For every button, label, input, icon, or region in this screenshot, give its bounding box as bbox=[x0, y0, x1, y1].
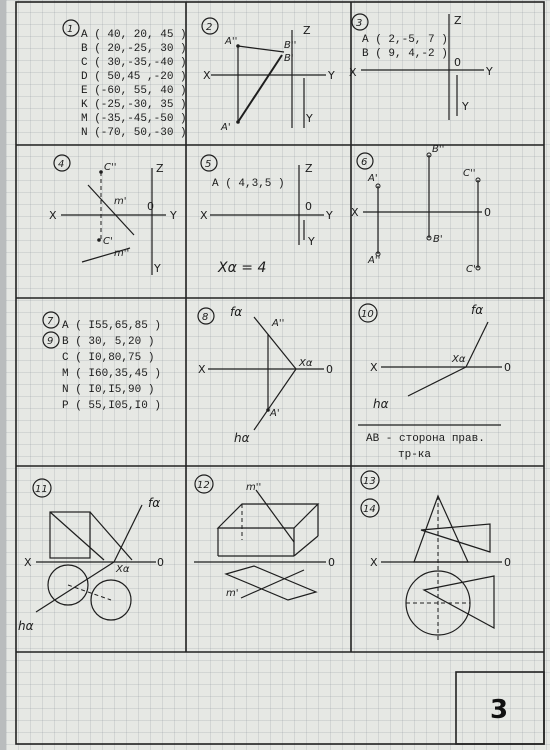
note-line-1: AB - сторона прав. bbox=[366, 433, 485, 445]
coord-row: C ( 30,-35,-40 ) bbox=[81, 57, 187, 69]
coord-row: C ( I0,80,75 ) bbox=[62, 352, 155, 364]
origin: 0 bbox=[305, 200, 312, 213]
label-c1: C' bbox=[466, 264, 476, 275]
axis-y2: Y bbox=[308, 235, 315, 248]
axis-z: Z bbox=[303, 24, 311, 37]
label-x-alpha: Xα bbox=[452, 354, 466, 365]
cell-1 bbox=[63, 20, 187, 139]
axis-x: X bbox=[198, 363, 206, 376]
cell-3 bbox=[349, 14, 493, 120]
label-c2: C'' bbox=[104, 162, 117, 173]
coord-row: A ( 4,3,5 ) bbox=[212, 178, 285, 190]
coord-row: M (-35,-45,-50 ) bbox=[81, 113, 187, 125]
label-m1: m' bbox=[114, 196, 127, 207]
coord-row-b: B ( 9, 4,-2 ) bbox=[362, 48, 448, 60]
axis-x: X bbox=[24, 556, 32, 569]
coord-row: N ( I0,I5,90 ) bbox=[62, 384, 155, 396]
cell-2 bbox=[202, 18, 335, 133]
label-m2: m'' bbox=[246, 482, 262, 493]
cell-number: 13 bbox=[363, 476, 376, 487]
origin: 0 bbox=[157, 556, 164, 569]
label-x-alpha: Xα bbox=[116, 564, 130, 575]
label-c1: C' bbox=[103, 236, 113, 247]
label-f-alpha: fα bbox=[471, 303, 484, 317]
cell-number: 1 bbox=[67, 24, 74, 35]
label-c2: C'' bbox=[463, 168, 476, 179]
axis-x: X bbox=[203, 69, 211, 82]
origin: 0 bbox=[326, 363, 333, 376]
cell-number: 6 bbox=[361, 157, 368, 168]
cell-12 bbox=[194, 475, 335, 600]
origin: 0 bbox=[454, 56, 461, 69]
coord-row: P ( 55,I05,I0 ) bbox=[62, 400, 162, 412]
x-alpha-note: Xα = 4 bbox=[218, 260, 267, 276]
cell-number: 14 bbox=[363, 504, 376, 515]
coord-row-a: A ( 2,-5, 7 ) bbox=[362, 34, 448, 46]
coord-row: A ( 40, 20, 45 ) bbox=[81, 29, 187, 41]
cell-13 bbox=[361, 471, 511, 640]
axis-x: X bbox=[200, 209, 208, 222]
origin: 0 bbox=[484, 206, 491, 219]
label-a2: A'' bbox=[225, 36, 238, 47]
cell-5 bbox=[200, 155, 333, 276]
axis-y: Y bbox=[486, 65, 493, 78]
label-h-alpha: hα bbox=[18, 619, 34, 633]
axis-y2: Y bbox=[306, 112, 313, 125]
worksheet-drawing bbox=[6, 0, 550, 750]
label-h-alpha: hα bbox=[234, 431, 250, 445]
axis-z: Z bbox=[156, 162, 164, 175]
label-x-alpha: Xα bbox=[299, 358, 313, 369]
label-b2: B'' bbox=[432, 144, 445, 155]
cell-number: 2 bbox=[206, 22, 213, 33]
axis-z: Z bbox=[305, 162, 313, 175]
label-a2: A'' bbox=[368, 255, 381, 266]
label-m1: m' bbox=[226, 588, 239, 599]
coord-row: A ( I55,65,85 ) bbox=[62, 320, 162, 332]
coord-row: N (-70, 50,-30 ) bbox=[81, 127, 187, 139]
sheet-number: 3 bbox=[490, 695, 509, 725]
cell-number: 12 bbox=[197, 480, 210, 491]
axis-x: X bbox=[351, 206, 359, 219]
coord-row: B ( 20,-25, 30 ) bbox=[81, 43, 187, 55]
trace-h bbox=[254, 369, 296, 430]
trace-f bbox=[466, 322, 488, 367]
cell-number: 5 bbox=[205, 159, 212, 170]
segment-ab bbox=[238, 55, 282, 122]
cell-7 bbox=[43, 312, 161, 412]
segment-ab-front bbox=[238, 46, 284, 52]
cell-number: 10 bbox=[361, 309, 374, 320]
coord-row: E (-60, 55, 40 ) bbox=[81, 85, 187, 97]
label-f-alpha: fα bbox=[148, 496, 161, 510]
cell-number: 4 bbox=[58, 159, 65, 170]
axis-y: Y bbox=[328, 69, 335, 82]
worksheet-page bbox=[6, 0, 550, 750]
cell-11 bbox=[18, 479, 164, 633]
cell-number: 3 bbox=[356, 18, 363, 29]
line-m-front bbox=[88, 185, 134, 235]
label-b1: B' bbox=[284, 53, 294, 64]
cell-10 bbox=[358, 303, 511, 461]
axis-y: Y bbox=[326, 209, 333, 222]
label-a1: A' bbox=[368, 173, 378, 184]
axis-y: Y bbox=[170, 209, 177, 222]
label-b1: B' bbox=[433, 234, 443, 245]
coord-row: B ( 30, 5,20 ) bbox=[62, 336, 155, 348]
coordinate-list bbox=[81, 29, 187, 139]
label-b2: B'' bbox=[284, 40, 297, 51]
cell-8 bbox=[198, 305, 333, 445]
cell-number: 8 bbox=[202, 312, 209, 323]
coord-row: M ( I60,35,45 ) bbox=[62, 368, 162, 380]
origin: 0 bbox=[147, 200, 154, 213]
cell-6 bbox=[351, 144, 491, 275]
origin: 0 bbox=[328, 556, 335, 569]
cell-number: 9 bbox=[47, 336, 54, 347]
axis-y2: Y bbox=[462, 100, 469, 113]
axis-z: Z bbox=[454, 14, 462, 27]
label-a2: A'' bbox=[272, 318, 285, 329]
coord-row: K (-25,-30, 35 ) bbox=[81, 99, 187, 111]
trace-f bbox=[114, 505, 142, 562]
cell-4 bbox=[49, 155, 177, 275]
axis-x: X bbox=[49, 209, 57, 222]
coordinate-list bbox=[62, 320, 161, 412]
axis-x: X bbox=[370, 556, 378, 569]
axis-x: X bbox=[349, 66, 357, 79]
axis-y2: Y bbox=[154, 262, 161, 275]
label-a1: A' bbox=[221, 122, 231, 133]
label-a1: A' bbox=[270, 408, 280, 419]
origin: 0 bbox=[504, 361, 511, 374]
cell-number: 11 bbox=[35, 484, 48, 495]
label-h-alpha: hα bbox=[373, 397, 389, 411]
axis-x: X bbox=[370, 361, 378, 374]
label-f-alpha: fα bbox=[230, 305, 243, 319]
note-line-2: тр-ка bbox=[398, 449, 432, 461]
coord-row: D ( 50,45 ,-20 ) bbox=[81, 71, 187, 83]
cell-number: 7 bbox=[47, 316, 54, 327]
label-m2: m'' bbox=[114, 248, 130, 259]
trace-h bbox=[408, 367, 466, 396]
sheet-number-box bbox=[490, 695, 508, 725]
origin: 0 bbox=[504, 556, 511, 569]
